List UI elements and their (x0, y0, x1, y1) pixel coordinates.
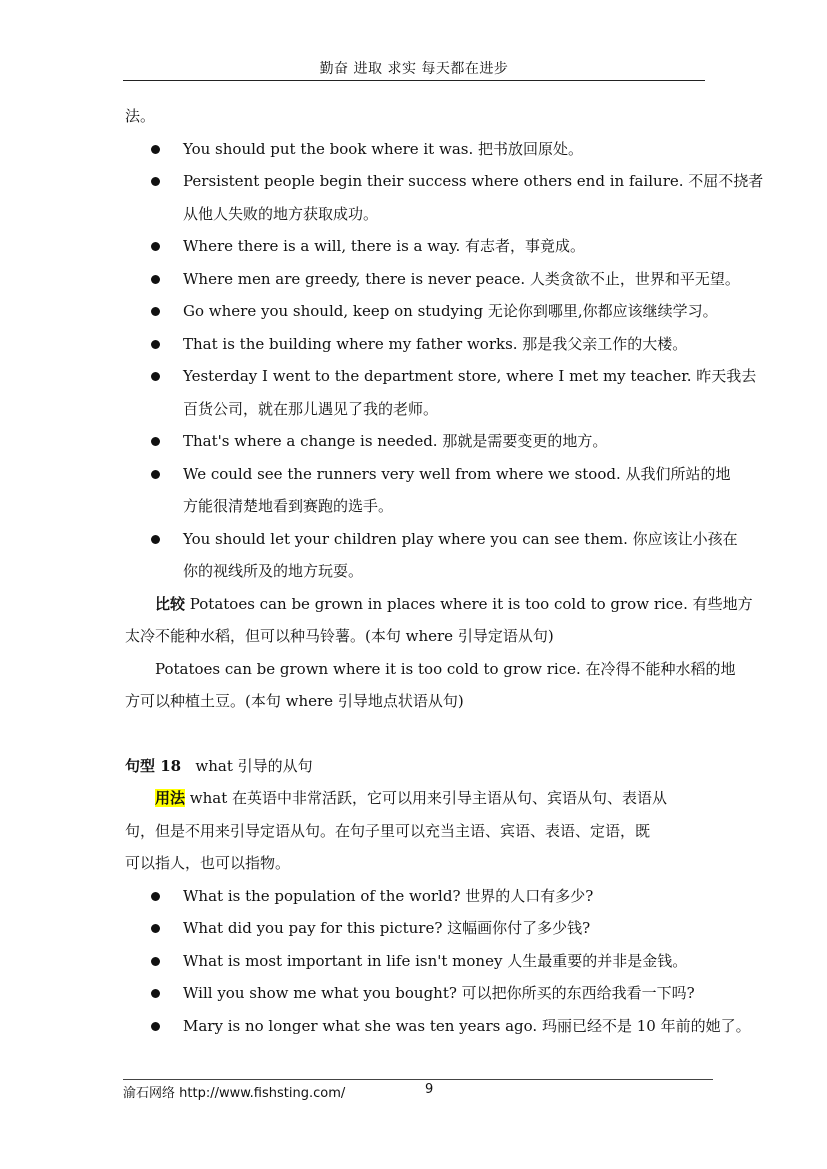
header-rule (123, 80, 705, 81)
bullet-dot-icon (151, 177, 160, 186)
list-item-line: You should let your children play where you can see them. 你应该让小孩在 (183, 529, 738, 548)
list-item-line: 你的视线所及的地方玩耍。 (183, 562, 364, 580)
list-item (125, 230, 705, 263)
bullet-dot-icon (151, 924, 160, 933)
list-item-line: Will you show me what you bought? 可以把你所买的东西给我看一下吗? (183, 984, 695, 1002)
section-18-title: what 引导的从句 (195, 756, 313, 775)
compare-p1-line1: Potatoes can be grown in places where it is too cold to grow rice. 有些地方 (185, 594, 753, 613)
list-item (125, 977, 705, 1010)
bullet-dot-icon (151, 535, 160, 544)
page-footer (123, 1082, 434, 1101)
section-gap (125, 718, 705, 750)
list-item (125, 458, 731, 523)
list-item-line: That is the building where my father works. 那是我父亲工作的大楼。 (183, 334, 688, 353)
list-item-line: 方能很清楚地看到赛跑的选手。 (183, 497, 394, 515)
list-item (125, 425, 705, 458)
list-item (125, 360, 757, 425)
list-item (125, 945, 705, 978)
list-item-line: You should put the book where it was. 把书放回原处。 (183, 139, 583, 158)
usage-line-3: 可以指人，也可以指物。 (125, 854, 291, 872)
bullet-dot-icon (151, 957, 160, 966)
bullet-dot-icon (151, 275, 160, 284)
usage-line-1-text: what 在英语中非常活跃，它可以用来引导主语从句、宾语从句、表语从 (185, 789, 668, 807)
compare-p1-line2: 太冷不能种水稻，但可以种马铃薯。(本句 where 引导定语从句) (125, 627, 554, 645)
list-item-line: Where men are greedy, there is never peace. 人类贪欲不止，世界和平无望。 (183, 269, 740, 288)
list-item-line: What did you pay for this picture? 这幅画你付了多少钱? (183, 919, 591, 937)
compare-label: 比较 (155, 594, 186, 613)
what-example-list (125, 880, 751, 1043)
bullet-dot-icon (151, 470, 160, 479)
list-item-line: Yesterday I went to the department store, where I met my teacher. 昨天我去 (183, 367, 757, 385)
list-item (125, 523, 738, 588)
bullet-dot-icon (151, 892, 160, 901)
list-item (125, 263, 740, 296)
footer-site: 渝石网络 http://www.fishsting.com/ (123, 1086, 346, 1101)
list-item-line: 百货公司，就在那儿遇见了我的老师。 (183, 399, 439, 418)
bullet-dot-icon (151, 242, 160, 251)
usage-label-highlight: 用法 (155, 789, 186, 807)
compare-p2-line2: 方可以种植土豆。(本句 where 引导地点状语从句) (125, 692, 464, 710)
section-18-heading (125, 750, 705, 783)
page-number: 9 (425, 1082, 434, 1097)
usage-line-2: 句，但是不用来引导定语从句。在句子里可以充当主语、宾语、表语、定语，既 (125, 821, 651, 840)
list-item-line: Where there is a will, there is a way. 有志者，事竟成。 (183, 237, 586, 255)
list-item (125, 165, 764, 230)
bullet-dot-icon (151, 307, 160, 316)
bullet-dot-icon (151, 437, 160, 446)
compare-p2-line1: Potatoes can be grown where it is too cold to grow rice. 在冷得不能种水稻的地 (155, 659, 736, 678)
bullet-dot-icon (151, 989, 160, 998)
list-item (125, 328, 705, 361)
page-header: 勤奋 进取 求实 每天都在进步 (319, 61, 509, 77)
compare-paragraph-1 (125, 588, 753, 621)
list-item (125, 295, 718, 328)
list-item-line: What is the population of the world? 世界的人口有多少? (183, 886, 594, 905)
list-item-line: We could see the runners very well from where we stood. 从我们所站的地 (183, 464, 731, 483)
list-item-line: Mary is no longer what she was ten years ago. 玛丽已经不是 10 年前的她了。 (183, 1016, 751, 1035)
list-item (125, 912, 705, 945)
bullet-dot-icon (151, 340, 160, 349)
usage-line-1 (125, 782, 705, 815)
list-item (125, 880, 705, 913)
intro-tail: 法。 (125, 107, 156, 125)
document-body (125, 100, 764, 1042)
list-item-line: Persistent people begin their success where others end in failure. 不屈不挠者 (183, 172, 764, 190)
list-item-line: That's where a change is needed. 那就是需要变更的地方。 (183, 432, 608, 450)
list-item (125, 1010, 751, 1043)
footer-rule (123, 1079, 713, 1080)
list-item-line: Go where you should, keep on studying 无论你到哪里,你都应该继续学习。 (183, 302, 718, 320)
list-item-line: 从他人失败的地方获取成功。 (183, 204, 379, 223)
bullet-dot-icon (151, 372, 160, 381)
where-example-list (125, 133, 764, 588)
section-18-label: 句型 18 (125, 756, 182, 775)
bullet-dot-icon (151, 1022, 160, 1031)
list-item (125, 133, 705, 166)
bullet-dot-icon (151, 145, 160, 154)
list-item-line: What is most important in life isn't money 人生最重要的并非是金钱。 (183, 951, 688, 970)
